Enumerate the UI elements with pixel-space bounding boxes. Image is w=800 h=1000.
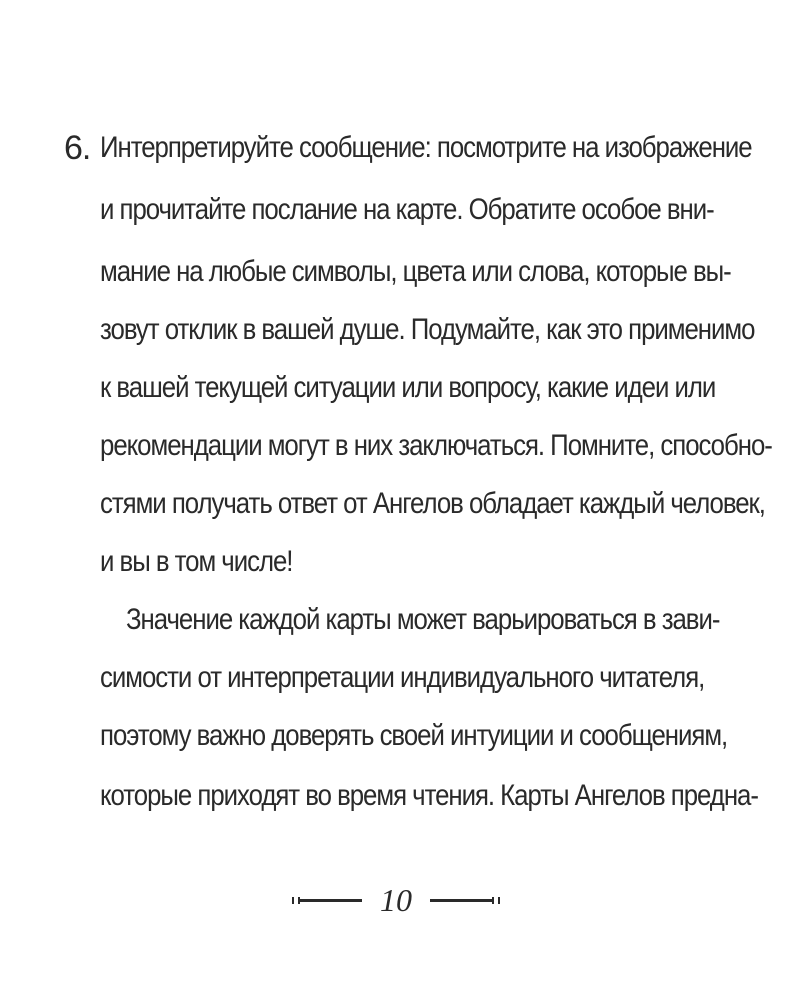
footer-ornament-left [300, 899, 362, 902]
text-line: которые приходят во время чтения. Карты Ангелов предна- [100, 779, 758, 812]
text-line: Интерпретируйте сообщение: посмотрите на изображение [100, 131, 752, 164]
list-marker: 6. [64, 129, 91, 167]
text-line: рекомендации могут в них заключаться. Помните, способно- [100, 429, 772, 462]
text-line: поэтому важно доверять своей интуиции и сообщениям, [100, 719, 728, 752]
text-line: Значение каждой карты может варьироваться в зави- [126, 603, 720, 636]
text-line: и прочитайте послание на карте. Обратите особое вни- [100, 193, 714, 226]
text-line: и вы в том числе! [100, 545, 293, 578]
text-line: к вашей текущей ситуации или вопросу, какие идеи или [100, 371, 716, 404]
page-footer [0, 878, 800, 922]
text-line: стями получать ответ от Ангелов обладает каждый человек, [100, 487, 765, 520]
text-line: зовут отклик в вашей душе. Подумайте, как это применимо [100, 313, 755, 346]
footer-ornament-right [430, 899, 492, 902]
text-line: мание на любые символы, цвета или слова, которые вы- [100, 255, 731, 288]
text-line: симости от интерпретации индивидуального читателя, [100, 661, 705, 694]
page-number: 10 [380, 882, 412, 918]
